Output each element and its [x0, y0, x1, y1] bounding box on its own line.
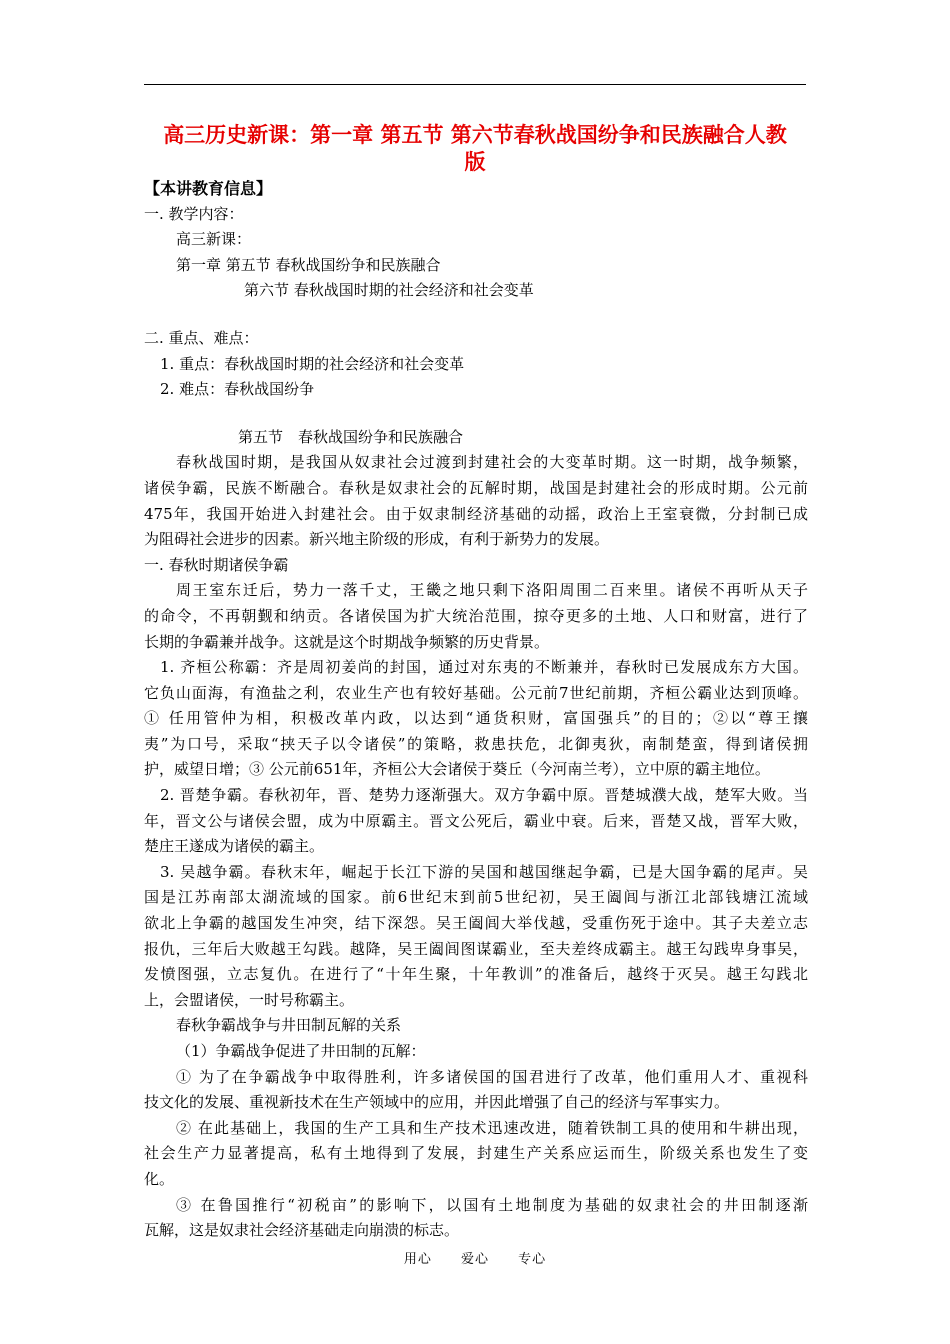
paragraph-line: 国是江苏南部太湖流域的国家。前6世纪末到前5世纪初，吴王阖闾与浙江北部钱塘江流域 [144, 888, 808, 907]
paragraph-line: 欲北上争霸的越国发生冲突，结下深怨。吴王阖闾大举伐越，受重伤死于途中。其子夫差立志 [144, 914, 808, 933]
paragraph-line: ① 为了在争霸战争中取得胜利，许多诸侯国的国君进行了改革，他们重用人才、重视科 [176, 1067, 808, 1086]
outline-item: 1. 重点：春秋战国时期的社会经济和社会变革 [160, 354, 465, 373]
paragraph-line: ③ 在鲁国推行“初税亩”的影响下，以国有土地制度为基础的奴隶社会的井田制逐渐 [176, 1195, 808, 1214]
subsection-heading: 春秋争霸战争与井田制瓦解的关系 [176, 1016, 402, 1035]
paragraph-line: 楚庄王遂成为诸侯的霸主。 [144, 837, 325, 856]
outline-item: 第六节 春秋战国时期的社会经济和社会变革 [244, 281, 534, 300]
paragraph-line: 上，会盟诸侯，一时号称霸主。 [144, 990, 355, 1009]
paragraph-line: 社会生产力显著提高，私有土地得到了发展，封建生产关系应运而生，阶级关系也发生了变 [144, 1144, 808, 1163]
paragraph-line: 技文化的发展、重视新技术在生产领域中的应用，并因此增强了自己的经济与军事实力。 [144, 1093, 730, 1112]
subsection-heading: 第五节 春秋战国纷争和民族融合 [238, 427, 464, 446]
spacer [144, 403, 808, 425]
paragraph-line: 的命令，不再朝觐和纳贡。各诸侯国为扩大统治范围，掠夺更多的土地、人口和财富，进行了 [144, 606, 808, 625]
outline-item: 高三新课： [176, 230, 252, 249]
paragraph-line: 3. 吴越争霸。春秋末年，崛起于长江下游的吴国和越国继起争霸，已是大国争霸的尾声。吴 [160, 862, 808, 881]
paragraph-line: 年，晋文公与诸侯会盟，成为中原霸主。晋文公死后，霸业中衰。后来，晋楚又战，晋军大败， [144, 811, 808, 830]
paragraph-line: 化。 [144, 1169, 175, 1188]
paragraph-line: 长期的争霸兼并战争。这就是这个时期战争频繁的历史背景。 [144, 632, 550, 651]
paragraph-line: 报仇，三年后大败越王勾践。越降，吴王阖闾图谋霸业，至夫差终成霸主。越王勾践卑身事吴， [144, 939, 808, 958]
paragraph-line: （1）争霸战争促进了井田制的瓦解： [176, 1042, 426, 1060]
header-rule [144, 84, 806, 85]
paragraph-line: 475年，我国开始进入封建社会。由于奴隶制经济基础的动摇，政治上王室衰微，分封制已成 [144, 504, 808, 523]
title-line-1: 高三历史新课：第一章 第五节 第六节春秋战国纷争和民族融合人教 [163, 123, 787, 147]
paragraph-line: 夷”为口号，采取“挟天子以令诸侯”的策略，救患扶危，北御夷狄，南制楚蛮，得到诸侯拥 [144, 734, 808, 753]
footer-text: 专心 [518, 1252, 547, 1267]
paragraph-line: 瓦解，这是奴隶社会经济基础走向崩溃的标志。 [144, 1221, 460, 1240]
paragraph-line: 它负山面海，有渔盐之利，农业生产也有较好基础。公元前7世纪前期，齐桓公霸业达到顶峰。 [144, 683, 808, 702]
paragraph-line: ② 在此基础上，我国的生产工具和生产技术迅速改进，随着铁制工具的使用和牛耕出现， [176, 1118, 808, 1137]
subsection-heading: 一. 春秋时期诸侯争霸 [144, 555, 289, 574]
paragraph-line: 春秋战国时期，是我国从奴隶社会过渡到封建社会的大变革时期。这一时期，战争频繁， [176, 453, 808, 472]
paragraph-line: 为阻碍社会进步的因素。新兴地主阶级的形成，有利于新势力的发展。 [144, 530, 610, 549]
paragraph-line: ① 任用管仲为相，积极改革内政，以达到“通货积财，富国强兵”的目的；②以“尊王攘 [144, 709, 808, 728]
footer-text: 用心 [403, 1252, 432, 1267]
document-body [144, 176, 808, 1244]
outline-item: 一. 教学内容： [144, 204, 244, 223]
outline-item: 2. 难点：春秋战国纷争 [160, 380, 315, 399]
title-line-2: 版 [464, 150, 486, 174]
spacer [144, 304, 808, 326]
paragraph-line: 2. 晋楚争霸。春秋初年，晋、楚势力逐渐强大。双方争霸中原。晋楚城濮大战，楚军大败。当 [160, 786, 808, 805]
outline-item: 二. 重点、难点： [144, 328, 259, 347]
paragraph-line: 诸侯争霸，民族不断融合。春秋是奴隶社会的瓦解时期，战国是封建社会的形成时期。公元前 [144, 478, 808, 497]
page-footer [0, 1248, 950, 1267]
paragraph-line: 护，威望日增；③ 公元前651年，齐桓公大会诸侯于葵丘（今河南兰考），立中原的霸主地位。 [144, 760, 770, 779]
paragraph-line: 发愤图强，立志复仇。在进行了“十年生聚，十年教训”的准备后，越终于灭吴。越王勾践北 [144, 965, 808, 984]
footer-text: 爱心 [460, 1252, 489, 1267]
section-heading: 【本讲教育信息】 [144, 179, 273, 198]
paragraph-line: 1. 齐桓公称霸：齐是周初姜尚的封国，通过对东夷的不断兼并，春秋时已发展成东方大国。 [160, 658, 808, 677]
paragraph-line: 周王室东迁后，势力一落千丈，王畿之地只剩下洛阳周围二百来里。诸侯不再听从天子 [176, 581, 808, 600]
outline-item: 第一章 第五节 春秋战国纷争和民族融合 [176, 255, 441, 274]
document-title [144, 122, 806, 176]
